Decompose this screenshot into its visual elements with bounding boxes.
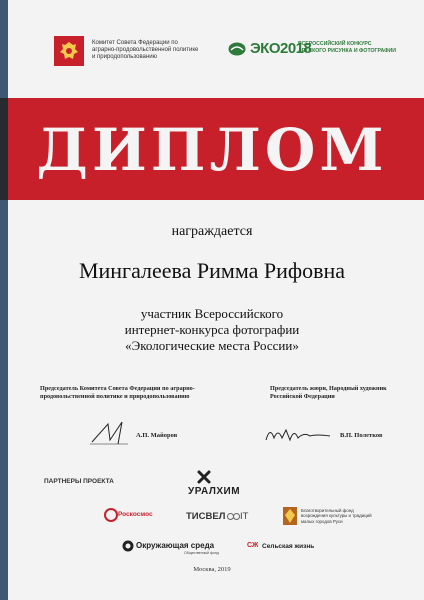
diploma-title: ДИПЛОМ: [36, 116, 388, 184]
right-signatory-position: Председатель жюри, Народный художник Российской Федерации: [270, 385, 387, 400]
awarded-label: награждается: [171, 224, 253, 239]
partners-title: ПАРТНЕРЫ ПРОЕКТА: [44, 478, 114, 485]
village-prefix: СЖ: [247, 542, 259, 549]
env-label: Окружающая среда: [136, 541, 215, 550]
left-signatory-name: А.П. Майоров: [136, 432, 178, 439]
roscosmos-logo-icon: [104, 508, 118, 522]
fund-logo-icon: [282, 506, 298, 526]
right-signature-icon: [264, 424, 334, 446]
tisvel-label: ТИСВЕЛ: [186, 511, 226, 522]
left-signature-icon: [88, 418, 138, 446]
env-logo-icon: [122, 540, 134, 552]
roscosmos-label: Роскосмос: [118, 511, 153, 518]
description-line-1: участник Всероссийского: [140, 306, 284, 321]
right-signatory-name: В.П. Полетков: [340, 432, 383, 439]
eco-logo-icon: [228, 42, 246, 56]
tisvel-logo-icon: [227, 511, 240, 522]
recipient-name: Мингалеева Римма Рифовна: [78, 258, 346, 283]
fund-label: Благотворительный фонд возрождения культуры и традиций малых городов Руси: [301, 508, 372, 524]
coat-of-arms-icon: [54, 36, 84, 66]
description-line-2: интернет-конкурса фотографии: [124, 322, 300, 337]
committee-name: Комитет Совета Федерации по аграрно-продовольственной политике и природопользованию: [92, 40, 199, 60]
contest-logo: ЭКО2018: [250, 40, 312, 57]
city-year: Москва, 2019: [193, 566, 231, 573]
tisvel-suffix: IT: [240, 511, 249, 522]
contest-subtitle: ВСЕРОССИЙСКИЙ КОНКУРС ДЕТСКОГО РИСУНКА И ФОТОГРАФИИ: [298, 41, 396, 54]
left-signatory-position: Председатель Комитета Совета Федерации по аграрно-продовольственной политике и природопользованию: [40, 385, 195, 400]
description-line-3: «Экологические места России»: [125, 338, 299, 353]
uralchem-logo-icon: [196, 469, 212, 485]
award-description: [0, 306, 424, 354]
env-sublabel: Общественный фонд: [184, 551, 219, 555]
village-label: Сельская жизнь: [262, 543, 315, 550]
uralchem-label: УРАЛХИМ: [188, 486, 241, 497]
